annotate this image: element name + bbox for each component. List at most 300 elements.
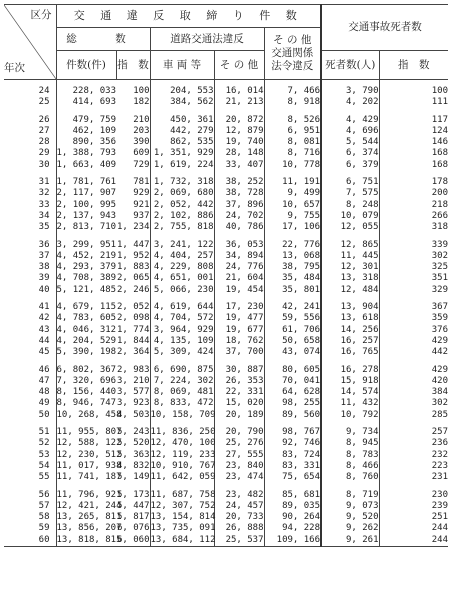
other-laws-cell: 7, 466	[264, 86, 321, 97]
year-cell: 38	[38, 262, 50, 273]
death-index-cell: 339	[379, 240, 448, 251]
total-index-cell: 4, 832	[116, 460, 150, 471]
vehicle-cell: 2, 755, 818	[150, 222, 214, 233]
year-cell: 57	[38, 500, 50, 511]
total-index-cell: 1, 952	[116, 250, 150, 261]
deaths-cell: 12, 055	[321, 222, 379, 233]
other-laws-cell: 85, 681	[264, 490, 321, 501]
road-other-cell: 15, 020	[214, 398, 264, 409]
road-other-cell: 37, 700	[214, 347, 264, 358]
death-index-cell: 359	[379, 313, 448, 324]
deaths-cell: 16, 278	[321, 365, 379, 376]
year-cell: 43	[38, 324, 50, 335]
other-laws-cell: 11, 191	[264, 177, 321, 188]
road-other-cell: 28, 148	[214, 148, 264, 159]
deaths-cell: 4, 429	[321, 115, 379, 126]
vehicle-cell: 8, 833, 472	[150, 398, 214, 409]
table-row	[4, 273, 448, 284]
table-row	[4, 97, 448, 108]
other-laws-cell: 8, 918	[264, 97, 321, 108]
road-other-cell: 33, 407	[214, 160, 264, 171]
deaths-cell: 4, 202	[321, 97, 379, 108]
deaths-cell: 14, 256	[321, 325, 379, 336]
violations-title: 交 通 違 反 取 締 り 件 数	[56, 5, 321, 28]
death-index-cell: 178	[379, 177, 448, 188]
year-cell: 41	[38, 302, 50, 313]
col-deaths-header: 死者数(人)	[321, 51, 379, 80]
road-other-cell: 23, 840	[214, 461, 264, 472]
year-cell: 55	[38, 472, 50, 483]
road-other-cell: 36, 053	[214, 240, 264, 251]
other-laws-cell: 98, 767	[264, 427, 321, 438]
deaths-title: 交通事故死者数	[321, 5, 448, 51]
other-laws-cell: 38, 795	[264, 262, 321, 273]
total-index-cell: 1, 234	[116, 222, 150, 233]
vehicle-cell: 10, 910, 767	[150, 460, 216, 471]
vehicle-cell: 13, 735, 091	[150, 523, 216, 534]
road-other-cell: 27, 555	[214, 450, 264, 461]
death-index-cell: 302	[379, 251, 448, 262]
table-row	[4, 512, 448, 523]
road-other-cell: 23, 482	[214, 490, 264, 501]
vehicle-cell: 12, 470, 100	[150, 438, 216, 449]
total-count-cell: 1, 781, 761	[56, 177, 117, 188]
death-index-cell: 124	[379, 126, 448, 137]
total-index-cell: 6, 060	[116, 534, 150, 545]
vehicle-cell: 4, 404, 257	[150, 251, 214, 262]
total-count-cell: 5, 121, 485	[56, 284, 117, 295]
vehicle-cell: 3, 964, 929	[150, 325, 214, 336]
road-other-cell: 19, 740	[214, 137, 264, 148]
death-index-cell: 442	[379, 347, 448, 358]
table-row	[4, 450, 448, 461]
vehicle-cell: 1, 619, 224	[150, 160, 214, 171]
deaths-cell: 9, 520	[321, 512, 379, 523]
vehicle-cell: 12, 307, 752	[150, 500, 216, 511]
total-count-cell: 4, 046, 312	[56, 324, 117, 335]
death-index-cell: 285	[379, 410, 448, 421]
total-index-cell: 2, 364	[116, 347, 150, 358]
other-laws-cell: 98, 255	[264, 398, 321, 409]
vehicle-cell: 4, 651, 001	[150, 273, 214, 284]
total-index-cell: 729	[133, 159, 150, 170]
table-row	[4, 211, 448, 222]
deaths-cell: 14, 574	[321, 387, 379, 398]
vehicle-cell: 450, 361	[150, 115, 214, 126]
other-laws-cell: 9, 755	[264, 211, 321, 222]
road-other-cell: 25, 276	[214, 438, 264, 449]
year-cell: 48	[38, 387, 50, 398]
total-count-cell: 8, 156, 440	[56, 387, 117, 398]
table-row	[4, 376, 448, 387]
table-row	[4, 115, 448, 126]
table-row	[4, 535, 448, 547]
table-row	[4, 148, 448, 159]
other-laws-cell: 83, 331	[264, 461, 321, 472]
other-laws-cell: 75, 654	[264, 472, 321, 483]
vehicle-cell: 2, 052, 442	[150, 200, 214, 211]
vehicle-cell: 4, 704, 572	[150, 313, 214, 324]
deaths-cell: 16, 765	[321, 347, 379, 358]
total-count-cell: 4, 293, 379	[56, 262, 117, 273]
table-row	[4, 302, 448, 313]
deaths-cell: 15, 918	[321, 376, 379, 387]
vehicle-cell: 5, 066, 230	[150, 285, 214, 296]
total-count-cell: 13, 818, 815	[56, 534, 122, 545]
death-index-cell: 168	[379, 148, 448, 159]
deaths-cell: 13, 904	[321, 302, 379, 313]
road-other-cell: 34, 894	[214, 251, 264, 262]
vehicle-cell: 384, 562	[150, 97, 214, 108]
road-other-cell: 18, 762	[214, 336, 264, 347]
vehicle-cell: 1, 732, 318	[150, 177, 214, 188]
table-row	[4, 490, 448, 501]
table-row	[4, 200, 448, 211]
vehicle-cell: 4, 229, 808	[150, 262, 214, 273]
total-index-cell: 1, 447	[116, 239, 150, 250]
road-other-cell: 38, 728	[214, 188, 264, 199]
total-index-cell: 781	[133, 177, 150, 188]
total-count-cell: 228, 033	[56, 86, 116, 97]
table-row	[4, 410, 448, 421]
deaths-cell: 16, 257	[321, 336, 379, 347]
table-row	[4, 501, 448, 512]
vehicle-cell: 204, 553	[150, 86, 214, 97]
total-count-cell: 12, 588, 122	[56, 438, 122, 449]
table-row	[4, 313, 448, 324]
table-row	[4, 438, 448, 449]
death-index-cell: 231	[379, 472, 448, 483]
total-index-cell: 5, 817	[116, 512, 150, 523]
year-cell: 44	[38, 335, 50, 346]
road-other-cell: 30, 887	[214, 365, 264, 376]
table-row	[4, 160, 448, 171]
vehicle-cell: 10, 158, 709	[150, 409, 216, 420]
table-row	[4, 126, 448, 137]
road-other-cell: 20, 189	[214, 410, 264, 421]
death-index-cell: 244	[379, 523, 448, 534]
total-count-cell: 11, 796, 921	[56, 489, 122, 500]
deaths-cell: 6, 751	[321, 177, 379, 188]
total-count-cell: 4, 204, 529	[56, 335, 117, 346]
total-count-cell: 4, 708, 389	[56, 273, 117, 284]
total-count-cell: 414, 693	[56, 97, 116, 108]
deaths-cell: 9, 734	[321, 427, 379, 438]
year-cell: 59	[38, 523, 50, 534]
death-index-cell: 429	[379, 365, 448, 376]
total-index-cell: 1, 844	[116, 335, 150, 346]
road-other-cell: 22, 331	[214, 387, 264, 398]
table-row	[4, 285, 448, 296]
total-index-cell: 2, 983	[116, 364, 150, 375]
deaths-cell: 12, 865	[321, 240, 379, 251]
total-count-cell: 2, 813, 710	[56, 222, 117, 233]
death-index-cell: 200	[379, 188, 448, 199]
other-laws-cell: 6, 951	[264, 126, 321, 137]
year-cell: 40	[38, 284, 50, 295]
year-cell: 45	[38, 347, 50, 358]
total-count-cell: 4, 783, 605	[56, 313, 117, 324]
death-index-cell: 146	[379, 137, 448, 148]
table-row	[4, 365, 448, 376]
road-other-cell: 20, 872	[214, 115, 264, 126]
vehicle-cell: 862, 535	[150, 137, 214, 148]
road-other-cell: 16, 014	[214, 86, 264, 97]
road-other-cell: 19, 454	[214, 285, 264, 296]
total-count-cell: 10, 268, 458	[56, 409, 122, 420]
deaths-cell: 13, 618	[321, 313, 379, 324]
death-index-cell: 100	[379, 86, 448, 97]
total-count-cell: 12, 230, 512	[56, 449, 122, 460]
other-laws-cell: 89, 035	[264, 501, 321, 512]
other-laws-cell: 83, 724	[264, 450, 321, 461]
deaths-cell: 6, 374	[321, 148, 379, 159]
deaths-cell: 3, 790	[321, 86, 379, 97]
death-index-cell: 117	[379, 115, 448, 126]
death-index-cell: 318	[379, 222, 448, 233]
road-other-cell: 40, 786	[214, 222, 264, 233]
road-other-cell: 24, 457	[214, 501, 264, 512]
table-row	[4, 387, 448, 398]
death-index-cell: 251	[379, 512, 448, 523]
death-index-cell: 111	[379, 97, 448, 108]
total-count-cell: 3, 299, 951	[56, 239, 117, 250]
vehicle-cell: 13, 684, 112	[150, 534, 216, 545]
deaths-cell: 6, 379	[321, 160, 379, 171]
year-cell: 29	[38, 148, 50, 159]
total-index-cell: 937	[133, 210, 150, 221]
year-cell: 58	[38, 512, 50, 523]
deaths-cell: 9, 261	[321, 535, 379, 547]
deaths-cell: 8, 945	[321, 438, 379, 449]
year-cell: 30	[38, 159, 50, 170]
vehicle-cell: 6, 690, 875	[150, 365, 214, 376]
deaths-cell: 8, 466	[321, 461, 379, 472]
year-cell: 34	[38, 210, 50, 221]
total-index-cell: 203	[133, 125, 150, 136]
deaths-cell: 13, 318	[321, 273, 379, 284]
vehicle-cell: 2, 102, 886	[150, 211, 214, 222]
other-laws-cell: 9, 499	[264, 188, 321, 199]
road-other-cell: 21, 604	[214, 273, 264, 284]
total-count-cell: 7, 320, 696	[56, 375, 117, 386]
other-laws-cell: 17, 106	[264, 222, 321, 233]
road-other-cell: 24, 702	[214, 211, 264, 222]
total-count-cell: 1, 663, 409	[56, 159, 117, 170]
road-other-cell: 25, 537	[214, 535, 264, 547]
deaths-cell: 9, 073	[321, 501, 379, 512]
vehicle-cell: 11, 836, 250	[150, 427, 216, 438]
vehicle-cell: 11, 642, 059	[150, 472, 216, 483]
total-index-cell: 3, 577	[116, 387, 150, 398]
other-laws-cell: 35, 484	[264, 273, 321, 284]
table-row	[4, 325, 448, 336]
death-index-cell: 266	[379, 211, 448, 222]
total-count-cell: 5, 390, 198	[56, 347, 117, 358]
corner-bottom-label: 年次	[4, 62, 25, 74]
total-index-cell: 5, 243	[116, 427, 150, 438]
table-row	[4, 240, 448, 251]
vehicle-cell: 13, 154, 814	[150, 512, 216, 523]
table-row	[4, 188, 448, 199]
vehicle-cell: 12, 119, 233	[150, 449, 216, 460]
other-laws-cell: 10, 778	[264, 160, 321, 171]
road-other-cell: 23, 474	[214, 472, 264, 483]
total-count-cell: 4, 679, 115	[56, 302, 117, 313]
total-index-cell: 390	[133, 137, 150, 148]
corner-top-label: 区分	[30, 9, 52, 21]
vehicle-cell: 442, 279	[150, 126, 214, 137]
total-index-cell: 5, 447	[116, 500, 150, 511]
death-index-cell: 302	[379, 398, 448, 409]
year-cell: 33	[38, 199, 50, 210]
vehicle-cell: 1, 351, 929	[150, 148, 214, 159]
deaths-cell: 7, 575	[321, 188, 379, 199]
road-other-cell: 19, 477	[214, 313, 264, 324]
year-cell: 35	[38, 222, 50, 233]
col-count-header: 件数(件)	[56, 51, 116, 80]
table-row	[4, 262, 448, 273]
other-laws-cell: 59, 556	[264, 313, 321, 324]
deaths-cell: 8, 760	[321, 472, 379, 483]
total-index-cell: 609	[133, 148, 150, 159]
table-row	[4, 427, 448, 438]
year-cell: 60	[4, 535, 56, 547]
other-laws-cell: 35, 801	[264, 285, 321, 296]
death-index-cell: 429	[379, 336, 448, 347]
corner-header	[4, 5, 56, 80]
year-cell: 46	[38, 364, 50, 375]
road-other-cell: 26, 353	[214, 376, 264, 387]
total-count-cell: 13, 856, 207	[56, 523, 122, 534]
deaths-cell: 4, 696	[321, 126, 379, 137]
total-index-cell: 210	[133, 114, 150, 125]
table-row	[4, 336, 448, 347]
deaths-cell: 11, 445	[321, 251, 379, 262]
other-laws-cell: 42, 241	[264, 302, 321, 313]
total-header: 総 数	[56, 28, 150, 51]
year-cell: 25	[38, 97, 50, 108]
total-index-cell: 3, 923	[116, 398, 150, 409]
deaths-cell: 12, 484	[321, 285, 379, 296]
deaths-cell: 8, 719	[321, 490, 379, 501]
year-cell: 51	[38, 427, 50, 438]
deaths-cell: 8, 248	[321, 200, 379, 211]
traffic-violation-table	[4, 4, 448, 547]
total-count-cell: 2, 137, 943	[56, 210, 117, 221]
other-laws-cell: 22, 776	[264, 240, 321, 251]
vehicle-cell: 4, 135, 109	[150, 336, 214, 347]
total-index-cell: 3, 210	[116, 375, 150, 386]
road-law-header: 道路交通法違反	[150, 28, 264, 51]
death-index-cell: 218	[379, 200, 448, 211]
death-index-cell: 239	[379, 501, 448, 512]
total-index-cell: 5, 149	[116, 472, 150, 483]
road-other-cell: 26, 888	[214, 523, 264, 534]
year-cell: 49	[38, 398, 50, 409]
road-other-cell: 12, 879	[214, 126, 264, 137]
col-death-index-header: 指 数	[379, 51, 448, 80]
year-cell: 50	[38, 409, 50, 420]
other-laws-cell: 8, 716	[264, 148, 321, 159]
road-other-cell: 19, 677	[214, 325, 264, 336]
vehicle-cell: 2, 069, 680	[150, 188, 214, 199]
other-laws-cell: 43, 074	[264, 347, 321, 358]
table-row	[4, 177, 448, 188]
total-index-cell: 2, 246	[116, 284, 150, 295]
total-count-cell: 2, 117, 907	[56, 188, 117, 199]
total-count-cell: 462, 109	[56, 126, 116, 137]
total-index-cell: 2, 098	[116, 313, 150, 324]
death-index-cell: 257	[379, 427, 448, 438]
year-cell: 52	[38, 438, 50, 449]
total-count-cell: 479, 759	[56, 115, 116, 126]
total-count-cell: 2, 100, 995	[56, 199, 117, 210]
other-laws-cell: 64, 628	[264, 387, 321, 398]
year-cell: 27	[38, 125, 50, 136]
total-index-cell: 1, 774	[116, 324, 150, 335]
total-count-cell: 11, 741, 187	[56, 472, 122, 483]
other-laws-cell: 13, 068	[264, 251, 321, 262]
year-cell: 42	[38, 313, 50, 324]
year-cell: 26	[38, 114, 50, 125]
table-row	[4, 461, 448, 472]
year-cell: 28	[38, 137, 50, 148]
col-other-header: そ の 他	[214, 51, 264, 80]
total-index-cell: 921	[133, 199, 150, 210]
other-laws-cell: 10, 657	[264, 200, 321, 211]
table-row	[4, 472, 448, 483]
total-index-cell: 100	[133, 86, 150, 96]
total-count-cell: 13, 265, 811	[56, 512, 122, 523]
deaths-cell: 5, 544	[321, 137, 379, 148]
total-index-cell: 929	[133, 188, 150, 199]
road-other-cell: 21, 213	[214, 97, 264, 108]
death-index-cell: 223	[379, 461, 448, 472]
road-other-cell: 37, 896	[214, 200, 264, 211]
total-count-cell: 8, 946, 747	[56, 398, 117, 409]
total-index-cell: 5, 363	[116, 449, 150, 460]
death-index-cell: 325	[379, 262, 448, 273]
other-laws-cell: 94, 228	[264, 523, 321, 534]
death-index-cell: 367	[379, 302, 448, 313]
deaths-cell: 11, 432	[321, 398, 379, 409]
road-other-cell: 24, 776	[214, 262, 264, 273]
road-other-cell: 38, 252	[214, 177, 264, 188]
year-cell: 56	[38, 489, 50, 500]
year-cell: 53	[38, 449, 50, 460]
other-laws-cell: 61, 706	[264, 325, 321, 336]
other-laws-cell: 8, 526	[264, 115, 321, 126]
total-index-cell: 2, 052	[116, 302, 150, 313]
total-index-cell: 2, 065	[116, 273, 150, 284]
vehicle-cell: 7, 224, 302	[150, 376, 214, 387]
year-cell: 31	[38, 177, 50, 188]
deaths-cell: 12, 301	[321, 262, 379, 273]
year-cell: 24	[38, 86, 50, 96]
death-index-cell: 384	[379, 387, 448, 398]
total-index-cell: 1, 883	[116, 262, 150, 273]
year-cell: 47	[38, 375, 50, 386]
total-count-cell: 11, 955, 807	[56, 427, 122, 438]
other-laws-cell: 8, 081	[264, 137, 321, 148]
total-index-cell: 6, 076	[116, 523, 150, 534]
total-count-cell: 1, 388, 793	[56, 148, 117, 159]
deaths-cell: 9, 262	[321, 523, 379, 534]
other-laws-header: そ の 他 交通関係 法令違反	[264, 28, 321, 80]
road-other-cell: 20, 733	[214, 512, 264, 523]
year-cell: 32	[38, 188, 50, 199]
